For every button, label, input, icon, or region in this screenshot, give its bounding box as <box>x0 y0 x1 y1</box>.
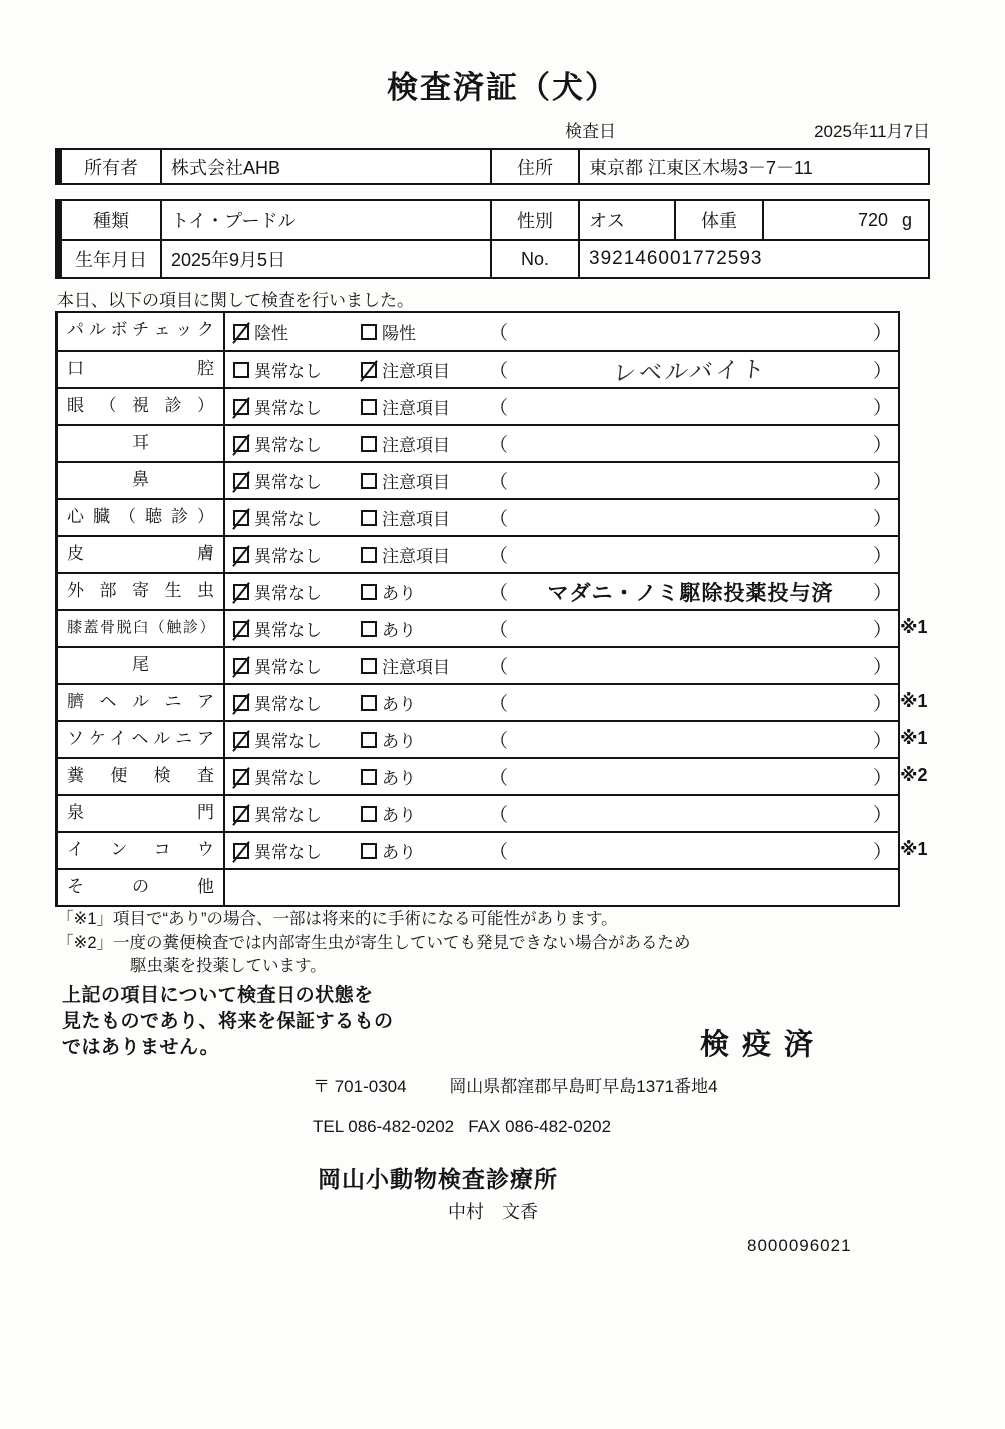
footnote-2: 「※2」一度の糞便検査では内部寄生虫が寄生していても発見できない場合があるため <box>57 933 691 952</box>
checklist-row-content <box>225 870 898 905</box>
checkbox-first <box>233 843 249 859</box>
checkbox-first <box>233 473 249 489</box>
option-first <box>233 468 361 493</box>
pet-table <box>55 199 930 279</box>
disclaimer <box>62 983 394 1061</box>
checklist-row-content <box>225 611 898 646</box>
close-paren-icon: ） <box>872 583 892 604</box>
checklist-item-label: 外部寄生虫 <box>58 574 225 609</box>
checklist-row-content <box>225 352 898 387</box>
option-first <box>233 579 361 604</box>
close-paren-icon: ） <box>872 323 892 344</box>
checklist-row <box>58 572 898 609</box>
option-first <box>233 727 361 752</box>
checklist-item-label: 耳 <box>58 426 225 461</box>
close-paren-icon: ） <box>872 620 892 641</box>
number-value: 392146001772593 <box>578 241 928 277</box>
checklist-row-content <box>225 500 898 535</box>
checklist-row-content <box>225 537 898 572</box>
option-second-label: 注意項目 <box>382 547 450 566</box>
checklist-row <box>58 868 898 905</box>
footnote-mark: ※2 <box>900 765 928 785</box>
checklist-row <box>58 609 928 646</box>
sex-label: 性別 <box>490 201 578 239</box>
breed-value: トイ・プードル <box>160 201 490 239</box>
option-first-label: 異常なし <box>254 584 322 603</box>
checkbox-second <box>361 584 377 600</box>
checkbox-first <box>233 547 249 563</box>
option-first-label: 異常なし <box>254 436 322 455</box>
quarantine-stamp: 検疫済 <box>700 1029 827 1061</box>
checkbox-second <box>361 399 377 415</box>
option-second-label: あり <box>382 621 416 640</box>
checkbox-first <box>233 658 249 674</box>
checkbox-first <box>233 695 249 711</box>
option-first <box>233 690 361 715</box>
inspection-date-value: 2025年11月7日 <box>814 122 930 141</box>
checklist-row <box>58 461 898 498</box>
checkbox-second <box>361 806 377 822</box>
checklist-row <box>58 720 928 757</box>
checklist-row-content <box>225 389 898 424</box>
number-label: No. <box>490 241 578 277</box>
checklist-row-content <box>225 574 898 609</box>
checklist-table <box>55 311 928 907</box>
option-first-label: 異常なし <box>254 362 322 381</box>
option-first-label: 異常なし <box>254 547 322 566</box>
option-first <box>233 505 361 530</box>
option-second <box>361 394 489 419</box>
close-paren-icon: ） <box>872 361 892 382</box>
page-title: 検査済証（犬） <box>387 70 618 105</box>
option-second-label: あり <box>382 843 416 862</box>
option-second-label: あり <box>382 806 416 825</box>
pet-table-row-2 <box>62 239 928 277</box>
sex-value: オス <box>578 201 674 239</box>
open-paren-icon: （ <box>489 546 509 567</box>
option-first-label: 異常なし <box>254 473 322 492</box>
checkbox-second <box>361 510 377 526</box>
checklist-row <box>58 535 898 572</box>
option-second <box>361 579 489 604</box>
option-first <box>233 801 361 826</box>
open-paren-icon: （ <box>489 842 509 863</box>
checkbox-first <box>233 324 249 340</box>
open-paren-icon: （ <box>489 398 509 419</box>
option-second-label: 注意項目 <box>382 399 450 418</box>
option-second <box>361 616 489 641</box>
clinic-postal-address <box>313 1072 718 1097</box>
option-first <box>233 616 361 641</box>
checklist-item-label: 膝蓋骨脱臼（触診） <box>58 611 225 646</box>
checkbox-first <box>233 769 249 785</box>
open-paren-icon: （ <box>489 620 509 641</box>
footnote-2-continued: 駆虫薬を投薬しています。 <box>130 957 327 975</box>
option-first-label: 異常なし <box>254 806 322 825</box>
checklist-row <box>58 498 898 535</box>
checklist-item-label: 口腔 <box>58 352 225 387</box>
weight-label: 体重 <box>674 201 762 239</box>
open-paren-icon: （ <box>489 583 509 604</box>
address-label: 住所 <box>490 150 578 183</box>
checklist-row-content <box>225 759 898 794</box>
option-second-label: あり <box>382 584 416 603</box>
checklist-item-label: 尾 <box>58 648 225 683</box>
footnote-mark: ※1 <box>900 839 928 859</box>
checklist-row-content <box>225 722 898 757</box>
checklist-row-content <box>225 463 898 498</box>
checklist-item-label: 心臓（聴診） <box>58 500 225 535</box>
option-first <box>233 542 361 567</box>
footnote-1: 「※1」項目で“あり”の場合、一部は将来的に手術になる可能性があります。 <box>57 910 618 928</box>
option-second <box>361 690 489 715</box>
intro-text: 本日、以下の項目に関して検査を行いました。 <box>57 291 414 310</box>
owner-label: 所有者 <box>84 157 138 178</box>
checklist-row <box>58 646 898 683</box>
checklist-row <box>58 757 928 794</box>
option-first <box>233 357 361 382</box>
checklist-row-content <box>225 648 898 683</box>
option-first-label: 陰性 <box>254 324 288 343</box>
close-paren-icon: ） <box>872 546 892 567</box>
close-paren-icon: ） <box>872 657 892 678</box>
open-paren-icon: （ <box>489 805 509 826</box>
option-second-label: 注意項目 <box>382 362 450 381</box>
checklist-row <box>58 424 898 461</box>
option-first <box>233 838 361 863</box>
breed-label: 種類 <box>93 211 129 231</box>
footnote-mark: ※1 <box>900 617 928 637</box>
checklist-row <box>58 387 898 424</box>
option-first-label: 異常なし <box>254 769 322 788</box>
option-second-label: あり <box>382 732 416 751</box>
footnote-mark: ※1 <box>900 691 928 711</box>
checklist-row-content <box>225 426 898 461</box>
checklist-row-content <box>225 796 898 831</box>
checkbox-second <box>361 547 377 563</box>
footnotes <box>57 908 691 979</box>
owner-value: 株式会社AHB <box>160 150 490 183</box>
address-value: 東京都 江東区木場3－7－11 <box>578 150 928 183</box>
result-note: マダニ・ノミ駆除投薬投与済 <box>547 581 834 605</box>
option-first-label: 異常なし <box>254 695 322 714</box>
option-second-label: 注意項目 <box>382 510 450 529</box>
checkbox-second <box>361 695 377 711</box>
checkbox-second <box>361 658 377 674</box>
option-second <box>361 764 489 789</box>
close-paren-icon: ） <box>872 435 892 456</box>
close-paren-icon: ） <box>872 805 892 826</box>
option-first <box>233 394 361 419</box>
checkbox-second <box>361 473 377 489</box>
option-first <box>233 653 361 678</box>
option-second <box>361 319 489 344</box>
option-first <box>233 319 361 344</box>
option-second-label: あり <box>382 769 416 788</box>
option-second-label: 注意項目 <box>382 473 450 492</box>
footnote-mark: ※1 <box>900 728 928 748</box>
option-second <box>361 727 489 752</box>
checklist-item-label: パルボチェック <box>58 313 225 350</box>
disclaimer-line-1: 上記の項目について検査日の状態を <box>62 985 374 1006</box>
checkbox-second <box>361 436 377 452</box>
checklist-row <box>58 683 928 720</box>
serial-number: 8000096021 <box>747 1236 852 1255</box>
option-first <box>233 764 361 789</box>
checklist-item-label: 泉門 <box>58 796 225 831</box>
close-paren-icon: ） <box>872 768 892 789</box>
option-second <box>361 653 489 678</box>
option-second <box>361 357 489 382</box>
close-paren-icon: ） <box>872 694 892 715</box>
clinic-name: 岡山小動物検査診療所 <box>318 1166 558 1192</box>
option-second-label: あり <box>382 695 416 714</box>
clinic-tel-fax: TEL 086-482-0202 FAX 086-482-0202 <box>313 1117 612 1136</box>
open-paren-icon: （ <box>489 435 509 456</box>
option-first-label: 異常なし <box>254 399 322 418</box>
checklist-item-label: 皮膚 <box>58 537 225 572</box>
weight-number: 720 <box>857 209 888 230</box>
option-second <box>361 542 489 567</box>
option-second-label: 注意項目 <box>382 436 450 455</box>
checklist-item-label: 臍ヘルニア <box>58 685 225 720</box>
result-note: レベルバイト <box>611 355 769 387</box>
open-paren-icon: （ <box>489 731 509 752</box>
option-first-label: 異常なし <box>254 510 322 529</box>
option-second-label: 陽性 <box>382 324 416 343</box>
birthdate-label: 生年月日 <box>75 250 147 270</box>
checkbox-first <box>233 436 249 452</box>
disclaimer-line-3: ではありません。 <box>62 1037 220 1058</box>
checklist-row <box>58 313 898 350</box>
checkbox-first <box>233 399 249 415</box>
close-paren-icon: ） <box>872 509 892 530</box>
weight-value <box>762 201 928 239</box>
option-first-label: 異常なし <box>254 621 322 640</box>
option-second <box>361 801 489 826</box>
disclaimer-line-2: 見たものであり、将来を保証するもの <box>62 1011 394 1032</box>
close-paren-icon: ） <box>872 731 892 752</box>
open-paren-icon: （ <box>489 323 509 344</box>
checklist-item-label: 鼻 <box>58 463 225 498</box>
close-paren-icon: ） <box>872 842 892 863</box>
option-first <box>233 431 361 456</box>
option-second <box>361 505 489 530</box>
clinic-address: 岡山県都窪郡早島町早島1371番地4 <box>449 1077 718 1096</box>
open-paren-icon: （ <box>489 694 509 715</box>
checklist-row-content <box>225 685 898 720</box>
owner-table <box>55 148 930 185</box>
checkbox-first <box>233 732 249 748</box>
open-paren-icon: （ <box>489 361 509 382</box>
checklist-row-content <box>225 313 898 350</box>
checklist-item-label: 糞便検査 <box>58 759 225 794</box>
option-second <box>361 468 489 493</box>
checklist-item-label: 眼（視診） <box>58 389 225 424</box>
checkbox-second <box>361 732 377 748</box>
inspection-date-label: 検査日 <box>565 122 616 141</box>
checkbox-second <box>361 843 377 859</box>
checkbox-first <box>233 584 249 600</box>
checkbox-first <box>233 362 249 378</box>
weight-unit: g <box>901 209 912 230</box>
option-first-label: 異常なし <box>254 658 322 677</box>
close-paren-icon: ） <box>872 472 892 493</box>
checklist-item-label: ソケイヘルニア <box>58 722 225 757</box>
open-paren-icon: （ <box>489 509 509 530</box>
postal-code: 〒 701-0304 <box>313 1077 407 1096</box>
option-first-label: 異常なし <box>254 732 322 751</box>
pet-table-row-1 <box>62 201 928 239</box>
checklist-item-label: インコウ <box>58 833 225 868</box>
birthdate-value: 2025年9月5日 <box>160 241 490 277</box>
option-second-label: 注意項目 <box>382 658 450 677</box>
option-first-label: 異常なし <box>254 843 322 862</box>
checkbox-second <box>361 324 377 340</box>
checklist-row <box>58 794 898 831</box>
option-second <box>361 431 489 456</box>
open-paren-icon: （ <box>489 472 509 493</box>
open-paren-icon: （ <box>489 768 509 789</box>
checklist-row <box>58 350 898 387</box>
checkbox-second <box>361 621 377 637</box>
checkbox-first <box>233 806 249 822</box>
checklist-row-content <box>225 833 898 868</box>
checkbox-first <box>233 510 249 526</box>
option-second <box>361 838 489 863</box>
open-paren-icon: （ <box>489 657 509 678</box>
checkbox-first <box>233 621 249 637</box>
owner-table-row <box>62 150 928 183</box>
checklist-row <box>58 831 928 868</box>
checkbox-second <box>361 362 377 378</box>
checklist-item-label: その他 <box>58 870 225 905</box>
checkbox-second <box>361 769 377 785</box>
close-paren-icon: ） <box>872 398 892 419</box>
veterinarian-name: 中村 文香 <box>448 1202 538 1222</box>
